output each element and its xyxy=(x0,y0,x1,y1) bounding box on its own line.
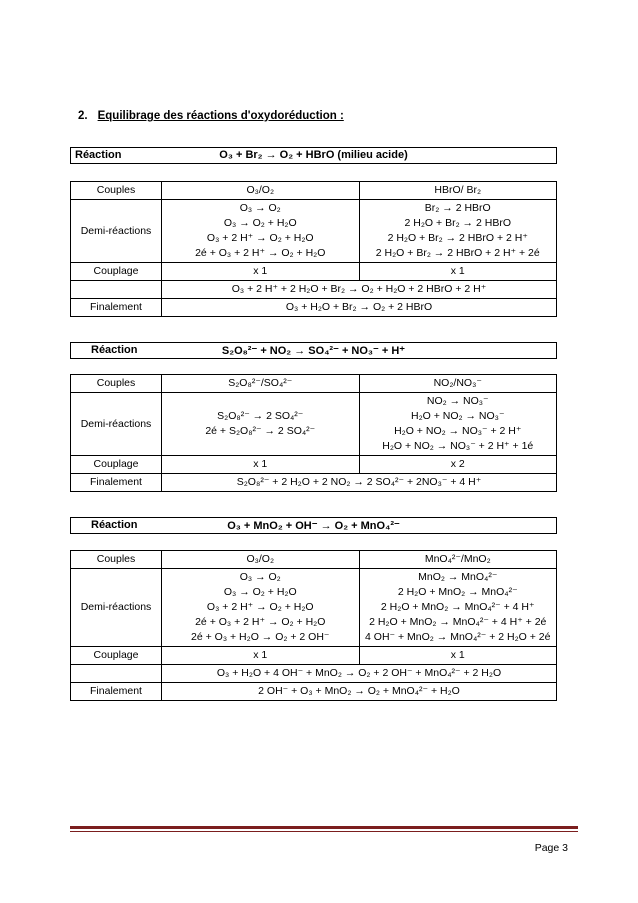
table-row xyxy=(71,299,557,317)
couple-right: NO₂/NO₃⁻ xyxy=(359,375,557,393)
demi-line: O₃ → O₂ + H₂O xyxy=(223,217,297,229)
reaction-bar-2 xyxy=(70,342,557,359)
demi-line: S₂O₈²⁻ → 2 SO₄²⁻ xyxy=(217,410,304,422)
reaction-table-2 xyxy=(70,374,557,492)
demi-line: 2é + O₃ + H₂O → O₂ + 2 OH⁻ xyxy=(191,631,330,643)
demi-label: Demi-réactions xyxy=(71,569,162,647)
table-row xyxy=(71,182,557,200)
table-row xyxy=(71,551,557,569)
reaction-label: Réaction xyxy=(91,344,138,356)
final-label: Finalement xyxy=(71,299,162,317)
reaction-bar-1 xyxy=(70,147,557,164)
demi-left-cell xyxy=(162,393,360,456)
demi-line: 2 H₂O + MnO₂ → MnO₄²⁻ xyxy=(397,586,518,598)
footer-rule-thick xyxy=(70,826,578,829)
demi-line: H₂O + NO₂ → NO₃⁻ + 2 H⁺ + 1é xyxy=(382,440,534,452)
demi-left-cell xyxy=(162,200,360,263)
demi-line: O₃ → O₂ xyxy=(239,202,281,214)
couple-left: S₂O₈²⁻/SO₄²⁻ xyxy=(162,375,360,393)
reaction-table-1 xyxy=(70,181,557,317)
couple-left: O₃/O₂ xyxy=(162,551,360,569)
demi-line: 2é + O₃ + 2 H⁺ → O₂ + H₂O xyxy=(195,616,326,628)
reaction-equation: O₃ + MnO₂ + OH⁻ → O₂ + MnO₄²⁻ xyxy=(227,520,400,532)
final-equation: 2 OH⁻ + O₃ + MnO₂ → O₂ + MnO₄²⁻ + H₂O xyxy=(162,683,557,701)
couplage-label: Couplage xyxy=(71,456,162,474)
demi-line: 2é + S₂O₈²⁻ → 2 SO₄²⁻ xyxy=(205,425,316,437)
demi-line: O₃ → O₂ xyxy=(239,571,281,583)
couplage-right: x 1 xyxy=(359,263,557,281)
table-row xyxy=(71,393,557,456)
heading-title: Equilibrage des réactions d'oxydoréduction : xyxy=(97,110,344,122)
reaction-table-3 xyxy=(70,550,557,701)
couples-label: Couples xyxy=(71,375,162,393)
couples-label: Couples xyxy=(71,182,162,200)
empty-cell xyxy=(71,665,162,683)
reaction-label: Réaction xyxy=(91,519,138,531)
demi-label: Demi-réactions xyxy=(71,200,162,263)
demi-right-cell xyxy=(359,393,557,456)
demi-line: 2 H₂O + Br₂ → 2 HBrO xyxy=(404,217,511,229)
couplage-right: x 1 xyxy=(359,647,557,665)
demi-label: Demi-réactions xyxy=(71,393,162,456)
demi-line: 2 H₂O + MnO₂ → MnO₄²⁻ + 4 H⁺ + 2é xyxy=(369,616,547,628)
sum-line: O₃ + 2 H⁺ + 2 H₂O + Br₂ → O₂ + H₂O + 2 HBrO + 2 H⁺ xyxy=(162,281,557,299)
table-row xyxy=(71,200,557,263)
sum-line: O₃ + H₂O + 4 OH⁻ + MnO₂ → O₂ + 2 OH⁻ + MnO₄²⁻ + 2 H₂O xyxy=(162,665,557,683)
demi-line: 2 H₂O + MnO₂ → MnO₄²⁻ + 4 H⁺ xyxy=(380,601,535,613)
demi-line: H₂O + NO₂ → NO₃⁻ + 2 H⁺ xyxy=(394,425,522,437)
demi-line: O₃ → O₂ + H₂O xyxy=(223,586,297,598)
reaction-bar-3 xyxy=(70,517,557,534)
demi-left-cell xyxy=(162,569,360,647)
final-equation: O₃ + H₂O + Br₂ → O₂ + 2 HBrO xyxy=(162,299,557,317)
heading-number: 2. xyxy=(78,110,88,122)
couplage-label: Couplage xyxy=(71,647,162,665)
demi-line: 4 OH⁻ + MnO₂ → MnO₄²⁻ + 2 H₂O + 2é xyxy=(365,631,551,643)
table-row xyxy=(71,683,557,701)
footer-rule-thin xyxy=(70,831,578,832)
table-row xyxy=(71,456,557,474)
table-row xyxy=(71,281,557,299)
demi-right-cell xyxy=(359,200,557,263)
couple-right: MnO₄²⁻/MnO₂ xyxy=(359,551,557,569)
final-label: Finalement xyxy=(71,474,162,492)
final-label: Finalement xyxy=(71,683,162,701)
couple-right: HBrO/ Br₂ xyxy=(359,182,557,200)
table-row xyxy=(71,569,557,647)
demi-line: H₂O + NO₂ → NO₃⁻ xyxy=(410,410,505,422)
couples-label: Couples xyxy=(71,551,162,569)
table-row xyxy=(71,375,557,393)
couple-left: O₃/O₂ xyxy=(162,182,360,200)
couplage-left: x 1 xyxy=(162,647,360,665)
table-row xyxy=(71,263,557,281)
demi-line: 2 H₂O + Br₂ → 2 HBrO + 2 H⁺ xyxy=(387,232,528,244)
table-row xyxy=(71,665,557,683)
table-row xyxy=(71,647,557,665)
couplage-left: x 1 xyxy=(162,456,360,474)
demi-line: O₃ + 2 H⁺ → O₂ + H₂O xyxy=(206,232,314,244)
empty-cell xyxy=(71,281,162,299)
couplage-label: Couplage xyxy=(71,263,162,281)
demi-right-cell xyxy=(359,569,557,647)
demi-line: Br₂ → 2 HBrO xyxy=(424,202,491,214)
couplage-right: x 2 xyxy=(359,456,557,474)
demi-line: O₃ + 2 H⁺ → O₂ + H₂O xyxy=(206,601,314,613)
reaction-label: Réaction xyxy=(75,149,122,161)
reaction-equation: O₃ + Br₂ → O₂ + HBrO (milieu acide) xyxy=(219,149,408,161)
demi-line: 2 H₂O + Br₂ → 2 HBrO + 2 H⁺ + 2é xyxy=(375,247,540,259)
reaction-equation: S₂O₈²⁻ + NO₂ → SO₄²⁻ + NO₃⁻ + H⁺ xyxy=(221,345,406,357)
demi-line: 2é + O₃ + 2 H⁺ → O₂ + H₂O xyxy=(195,247,326,259)
table-row xyxy=(71,474,557,492)
demi-line: NO₂ → NO₃⁻ xyxy=(426,395,489,407)
section-heading xyxy=(78,110,344,122)
final-equation: S₂O₈²⁻ + 2 H₂O + 2 NO₂ → 2 SO₄²⁻ + 2NO₃⁻ + 4 H⁺ xyxy=(162,474,557,492)
couplage-left: x 1 xyxy=(162,263,360,281)
page-number: Page 3 xyxy=(534,842,568,854)
demi-line: MnO₂ → MnO₄²⁻ xyxy=(418,571,498,583)
